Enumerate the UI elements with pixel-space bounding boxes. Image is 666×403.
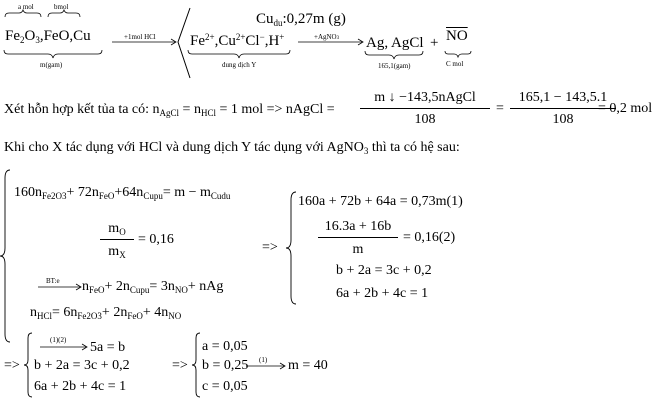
result-b: b = 0,25 xyxy=(202,358,249,373)
gas-mol: C mol xyxy=(446,60,464,68)
arrow-label-1: (1) xyxy=(259,356,268,364)
gas-no: $\overline{NO}$ xyxy=(446,28,468,44)
plus-sign: + xyxy=(430,35,439,51)
implies-sign: => xyxy=(262,240,278,255)
right-eq-4: 6a + 2b + 4c = 1 xyxy=(336,286,429,301)
arrow-label-1-2: (1)(2) xyxy=(50,336,67,344)
ratio-bar xyxy=(100,239,134,240)
mass-label: m(gam) xyxy=(40,61,63,69)
bottom-eq-2: b + 2a = 3c + 0,2 xyxy=(34,358,130,373)
precipitate: Ag, AgCl xyxy=(366,35,424,51)
right-eq-1: 160a + 72b + 64a = 0,73m(1) xyxy=(298,194,463,209)
ratio-denominator: $m_X$ xyxy=(108,244,126,260)
reactants: $Fe_2O_3,FeO,Cu$ xyxy=(5,28,91,45)
bottom-eq-3: 6a + 2b + 4c = 1 xyxy=(34,379,127,394)
bte-label: BT:e xyxy=(46,277,60,285)
implies-sign-2: => xyxy=(172,358,188,373)
precipitate-mass: 165,1(gam) xyxy=(378,62,411,70)
equation-mass: $160n_{Fe2O3}+ 72n_{FeO}+64n_{Cupu}= m - m_{Cudu}$ xyxy=(14,185,231,201)
arrow2-label: +AgNO3 xyxy=(314,33,340,41)
system-intro: Khi cho X tác dụng với HCl và dung dịch Y tác dụng với AgNO$_3$ thì ta có hệ sau: xyxy=(4,140,460,156)
intro-text: Xét hỗn hợp kết tủa ta có: $n_{AgCl} = n_{HCl} = 1$ mol => nAgCl = xyxy=(4,102,335,118)
result-c: c = 0,05 xyxy=(202,379,248,394)
result-m: m = 40 xyxy=(288,358,328,373)
ions: $Fe^{2+},Cu^{2+}Cl^-,H^+$ xyxy=(190,32,285,49)
label-a-mol: a mol xyxy=(18,3,34,11)
fraction1-numerator: m ↓ −143,5nAgCl xyxy=(374,90,476,105)
arrow1-label: +1mol HCl xyxy=(124,33,156,41)
fraction1-denominator: 108 xyxy=(414,112,436,127)
ratio-value: = 0,16 xyxy=(138,232,174,247)
ratio-numerator: $m_O$ xyxy=(108,221,126,237)
result-value: = 0,2 mol xyxy=(598,101,653,116)
fraction2-denominator: 108 xyxy=(552,112,574,127)
equation-hcl: $n_{HCl}= 6n_{Fe2O3}+ 2n_{FeO}+ 4n_{NO}$ xyxy=(30,305,182,321)
bottom-eq-1: 5a = b xyxy=(90,340,126,355)
implies-sign-1: => xyxy=(4,358,20,373)
equals-sign: = xyxy=(496,101,504,116)
right-eq-3: b + 2a = 3c + 0,2 xyxy=(336,263,432,278)
cu-residue: $Cu_{du}:0,27m$ (g) xyxy=(256,11,346,28)
result-a: a = 0,05 xyxy=(202,339,248,354)
right-eq2-bar xyxy=(318,237,398,238)
right-eq2-denominator: m xyxy=(352,242,364,257)
right-eq2-value: = 0,16(2) xyxy=(403,230,456,245)
fraction2-numerator: 165,1 − 143,5.1 xyxy=(518,90,608,105)
label-b-mol: bmol xyxy=(54,3,69,11)
solution-label: dung dịch Y xyxy=(222,61,257,69)
right-eq2-numerator: 16.3a + 16b xyxy=(324,219,392,234)
equation-electron: $n_{FeO}+ 2n_{Cupu}= 3n_{NO}+$ nAg xyxy=(82,279,224,295)
